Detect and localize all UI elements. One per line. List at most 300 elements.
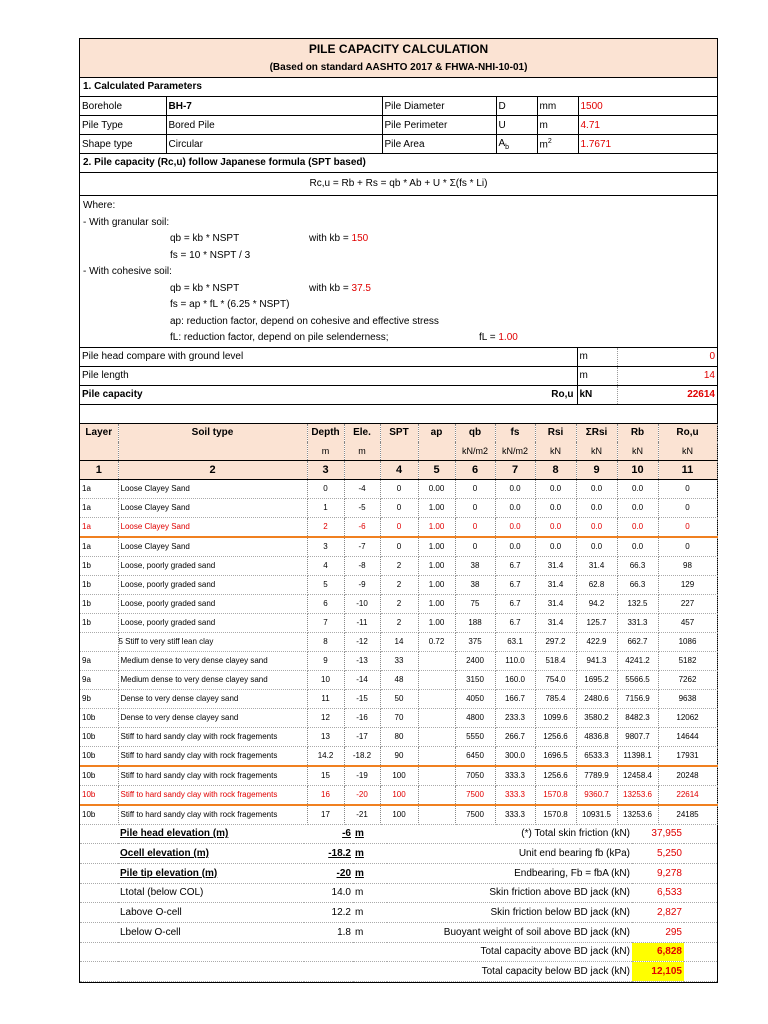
summary-left-label: Ltotal (below COL) <box>118 883 304 903</box>
cell-layer: 10b <box>80 746 118 766</box>
header-elevation: Ele. <box>344 424 380 442</box>
cell-rsi: 297.2 <box>535 632 576 651</box>
summary-row <box>80 962 717 982</box>
granular-fs-formula: fs = 10 * NSPT / 3 <box>170 249 251 261</box>
cell-layer: 1b <box>80 594 118 613</box>
unit-ap <box>418 442 455 461</box>
cell-fs: 0.0 <box>495 498 535 517</box>
cell-layer: 9a <box>80 670 118 689</box>
summary-spacer <box>80 844 118 864</box>
cell-ap <box>418 805 455 825</box>
table-row <box>80 537 717 557</box>
cell-rb: 11398.1 <box>617 746 658 766</box>
summary-left-value: -6 <box>304 825 353 844</box>
column-number-rsi: 8 <box>535 460 576 479</box>
cell-qb: 0 <box>455 537 495 557</box>
cell-qb: 3150 <box>455 670 495 689</box>
summary-spacer <box>80 962 118 982</box>
table-row <box>80 670 717 689</box>
cell-elevation: -21 <box>344 805 380 825</box>
summary-row <box>80 922 717 942</box>
cohesive-qb-formula: qb = kb * NSPT with kb = 37.5 <box>170 282 371 294</box>
summary-left-label: Pile head elevation (m) <box>118 825 304 844</box>
cell-depth: 2 <box>307 517 344 537</box>
cell-layer: 1a <box>80 537 118 557</box>
cell-ap: 1.00 <box>418 613 455 632</box>
cell-depth: 5 <box>307 575 344 594</box>
cell-rb: 132.5 <box>617 594 658 613</box>
cell-soil-type: Loose Clayey Sand <box>118 537 307 557</box>
summary-left-label: Ocell elevation (m) <box>118 844 304 864</box>
cell-spt: 70 <box>380 708 418 727</box>
cell-fs: 6.7 <box>495 575 535 594</box>
cell-rou: 7262 <box>658 670 717 689</box>
header-rb: Rb <box>617 424 658 442</box>
unit-soil-type <box>118 442 307 461</box>
cell-rsi: 31.4 <box>535 594 576 613</box>
cell-qb: 75 <box>455 594 495 613</box>
cell-rou: 0 <box>658 537 717 557</box>
summary-left-unit: m <box>353 903 387 923</box>
cell-qb: 0 <box>455 498 495 517</box>
cell-rb: 0.0 <box>617 479 658 498</box>
calculation-sheet <box>79 38 718 983</box>
cell-fs: 166.7 <box>495 689 535 708</box>
cell-rsi: 31.4 <box>535 613 576 632</box>
cell-rou: 1086 <box>658 632 717 651</box>
spacer-row <box>80 405 717 424</box>
cell-ap: 1.00 <box>418 575 455 594</box>
cell-rou: 0 <box>658 517 717 537</box>
header-spt: SPT <box>380 424 418 442</box>
cell-elevation: -15 <box>344 689 380 708</box>
cell-rb: 13253.6 <box>617 785 658 805</box>
cell-ap <box>418 766 455 786</box>
table-row <box>80 785 717 805</box>
sheet-title: PILE CAPACITY CALCULATION <box>80 39 717 59</box>
cell-rou: 9638 <box>658 689 717 708</box>
cell-rb: 5566.5 <box>617 670 658 689</box>
cell-elevation: -5 <box>344 498 380 517</box>
perimeter-symbol: U <box>496 116 537 135</box>
unit-sum-rsi: kN <box>576 442 617 461</box>
cell-ap <box>418 651 455 670</box>
cell-elevation: -8 <box>344 556 380 575</box>
cell-depth: 8 <box>307 632 344 651</box>
column-number-rb: 10 <box>617 460 658 479</box>
table-row <box>80 689 717 708</box>
summary-row <box>80 825 717 844</box>
cell-spt: 0 <box>380 498 418 517</box>
cell-sum-rsi: 94.2 <box>576 594 617 613</box>
unit-fs: kN/m2 <box>495 442 535 461</box>
cohesive-heading: - With cohesive soil: <box>83 266 172 277</box>
granular-qb-formula: qb = kb * NSPT with kb = 150 <box>170 233 369 244</box>
cell-rou: 17931 <box>658 746 717 766</box>
cell-depth: 10 <box>307 670 344 689</box>
summary-left-value: 1.8 <box>304 922 353 942</box>
cell-fs: 6.7 <box>495 594 535 613</box>
borehole-value: BH-7 <box>166 97 382 116</box>
summary-left-unit: m <box>353 863 387 883</box>
cell-sum-rsi: 10931.5 <box>576 805 617 825</box>
header-rsi: Rsi <box>535 424 576 442</box>
cell-rsi: 0.0 <box>535 537 576 557</box>
cell-rb: 0.0 <box>617 498 658 517</box>
cell-qb: 0 <box>455 479 495 498</box>
cell-fs: 6.7 <box>495 613 535 632</box>
summary-left-value: 14.0 <box>304 883 353 903</box>
header-rou: Ro,u <box>658 424 717 442</box>
table-row <box>80 727 717 746</box>
unit-depth: m <box>307 442 344 461</box>
fl-description: fL: reduction factor, depend on pile selenderness; fL = 1.00 <box>170 332 518 343</box>
cell-elevation: -9 <box>344 575 380 594</box>
cell-soil-type: Medium dense to very dense clayey sand <box>118 670 307 689</box>
cell-elevation: -14 <box>344 670 380 689</box>
summary-left-value: 12.2 <box>304 903 353 923</box>
pile-type-label: Pile Type <box>80 116 166 135</box>
cell-qb: 5550 <box>455 727 495 746</box>
cell-rsi: 31.4 <box>535 556 576 575</box>
borehole-label: Borehole <box>80 97 166 116</box>
cell-soil-type: Medium dense to very dense clayey sand <box>118 651 307 670</box>
sheet-subtitle: (Based on standard AASHTO 2017 & FHWA-NHI-10-01) <box>80 59 717 78</box>
cell-sum-rsi: 125.7 <box>576 613 617 632</box>
summary-row <box>80 844 717 864</box>
summary-left-unit <box>353 942 387 962</box>
cell-rb: 12458.4 <box>617 766 658 786</box>
area-symbol: $A_b$ <box>496 135 537 154</box>
summary-spacer <box>80 883 118 903</box>
summary-row <box>80 942 717 962</box>
cell-sum-rsi: 941.3 <box>576 651 617 670</box>
cell-soil-type: 5 Stiff to very stiff lean clay <box>118 632 307 651</box>
cell-fs: 0.0 <box>495 479 535 498</box>
cell-rsi: 518.4 <box>535 651 576 670</box>
pile-capacity-value: 22614 <box>617 385 717 404</box>
cell-rb: 66.3 <box>617 575 658 594</box>
cell-soil-type: Stiff to hard sandy clay with rock fragements <box>118 805 307 825</box>
cell-fs: 333.3 <box>495 805 535 825</box>
pile-head-value: 0 <box>617 348 717 367</box>
unit-rsi: kN <box>535 442 576 461</box>
pile-capacity-symbol: Ro,u <box>551 389 574 400</box>
cell-rsi: 754.0 <box>535 670 576 689</box>
cell-soil-type: Stiff to hard sandy clay with rock fragements <box>118 727 307 746</box>
cell-soil-type: Stiff to hard sandy clay with rock fragements <box>118 785 307 805</box>
summary-left-unit: m <box>353 825 387 844</box>
column-number-depth: 3 <box>307 460 344 479</box>
cell-layer: 1b <box>80 556 118 575</box>
results-summary <box>80 825 717 983</box>
cell-depth: 7 <box>307 613 344 632</box>
cell-ap <box>418 689 455 708</box>
summary-right-spacer <box>684 863 717 883</box>
cell-sum-rsi: 3580.2 <box>576 708 617 727</box>
cell-rsi: 1099.6 <box>535 708 576 727</box>
cell-depth: 15 <box>307 766 344 786</box>
summary-left-label: Lbelow O-cell <box>118 922 304 942</box>
summary-right-spacer <box>684 922 717 942</box>
section-1-title: 1. Calculated Parameters <box>80 78 717 97</box>
cell-sum-rsi: 1695.2 <box>576 670 617 689</box>
unit-spt <box>380 442 418 461</box>
cell-qb: 7500 <box>455 785 495 805</box>
cell-depth: 11 <box>307 689 344 708</box>
header-sum-rsi: ΣRsi <box>576 424 617 442</box>
header-soil-type: Soil type <box>118 424 307 442</box>
cell-ap: 0.72 <box>418 632 455 651</box>
cell-layer: 1a <box>80 498 118 517</box>
cell-spt: 80 <box>380 727 418 746</box>
cell-depth: 3 <box>307 537 344 557</box>
cell-sum-rsi: 4836.8 <box>576 727 617 746</box>
cell-fs: 333.3 <box>495 766 535 786</box>
table-row <box>80 479 717 498</box>
cell-fs: 63.1 <box>495 632 535 651</box>
summary-spacer <box>80 863 118 883</box>
summary-left-label <box>118 962 304 982</box>
cell-layer: 10b <box>80 766 118 786</box>
cell-layer <box>80 632 118 651</box>
cell-spt: 2 <box>380 613 418 632</box>
unit-elevation: m <box>344 442 380 461</box>
summary-right-spacer <box>684 962 717 982</box>
pile-length-value: 14 <box>617 366 717 385</box>
summary-right-value: 6,533 <box>632 883 684 903</box>
summary-left-value <box>304 942 353 962</box>
summary-left-value: -18.2 <box>304 844 353 864</box>
cell-rsi: 1696.5 <box>535 746 576 766</box>
header-qb: qb <box>455 424 495 442</box>
cell-qb: 4050 <box>455 689 495 708</box>
cell-ap: 0.00 <box>418 479 455 498</box>
cell-elevation: -4 <box>344 479 380 498</box>
pile-summary-table <box>80 348 717 405</box>
cell-layer: 10b <box>80 708 118 727</box>
capacity-formula: Rc,u = Rb + Rs = qb * Ab + U * Σ(fs * Li) <box>80 173 717 196</box>
perimeter-unit: m <box>537 116 578 135</box>
summary-spacer <box>80 942 118 962</box>
cell-qb: 0 <box>455 517 495 537</box>
table-row <box>80 498 717 517</box>
cell-fs: 233.3 <box>495 708 535 727</box>
cell-rb: 7156.9 <box>617 689 658 708</box>
cell-soil-type: Stiff to hard sandy clay with rock fragements <box>118 766 307 786</box>
cell-soil-type: Loose Clayey Sand <box>118 517 307 537</box>
summary-row <box>80 883 717 903</box>
summary-right-spacer <box>684 903 717 923</box>
area-unit: $m^2$ <box>537 135 578 154</box>
cell-layer: 10b <box>80 727 118 746</box>
column-number-rou: 11 <box>658 460 717 479</box>
cell-qb: 375 <box>455 632 495 651</box>
cell-depth: 13 <box>307 727 344 746</box>
cell-spt: 33 <box>380 651 418 670</box>
cell-rsi: 0.0 <box>535 517 576 537</box>
diameter-symbol: D <box>496 97 537 116</box>
cell-ap: 1.00 <box>418 594 455 613</box>
cell-depth: 16 <box>307 785 344 805</box>
cell-fs: 0.0 <box>495 537 535 557</box>
cell-spt: 2 <box>380 575 418 594</box>
cell-spt: 48 <box>380 670 418 689</box>
cell-soil-type: Dense to very dense clayey sand <box>118 708 307 727</box>
cell-layer: 1b <box>80 613 118 632</box>
column-number-sum-rsi: 9 <box>576 460 617 479</box>
cell-ap <box>418 727 455 746</box>
cell-elevation: -11 <box>344 613 380 632</box>
cell-fs: 6.7 <box>495 556 535 575</box>
column-number-soil-type: 2 <box>118 460 307 479</box>
cell-sum-rsi: 0.0 <box>576 479 617 498</box>
cell-depth: 12 <box>307 708 344 727</box>
pile-capacity-label: Pile capacity Ro,u <box>80 385 577 404</box>
unit-rou: kN <box>658 442 717 461</box>
cell-fs: 0.0 <box>495 517 535 537</box>
cell-sum-rsi: 422.9 <box>576 632 617 651</box>
header-layer: Layer <box>80 424 118 442</box>
cell-qb: 38 <box>455 556 495 575</box>
table-row <box>80 766 717 786</box>
cell-rou: 5182 <box>658 651 717 670</box>
cell-soil-type: Loose, poorly graded sand <box>118 613 307 632</box>
summary-right-label: Total capacity above BD jack (kN) <box>387 942 632 962</box>
summary-right-label: Skin friction below BD jack (kN) <box>387 903 632 923</box>
summary-right-value: 295 <box>632 922 684 942</box>
table-row <box>80 556 717 575</box>
cell-rb: 8482.3 <box>617 708 658 727</box>
summary-right-value: 12,105 <box>632 962 684 982</box>
cell-spt: 2 <box>380 556 418 575</box>
column-number-elevation <box>344 460 380 479</box>
summary-left-label: Pile tip elevation (m) <box>118 863 304 883</box>
summary-right-label: Endbearing, Fb = fbA (kN) <box>387 863 632 883</box>
cell-fs: 160.0 <box>495 670 535 689</box>
table-row <box>80 651 717 670</box>
cell-spt: 100 <box>380 785 418 805</box>
cell-spt: 100 <box>380 805 418 825</box>
cell-sum-rsi: 31.4 <box>576 556 617 575</box>
cell-sum-rsi: 6533.3 <box>576 746 617 766</box>
cell-layer: 1b <box>80 575 118 594</box>
cell-depth: 14.2 <box>307 746 344 766</box>
header-fs: fs <box>495 424 535 442</box>
granular-heading: - With granular soil: <box>83 216 170 228</box>
cell-rsi: 1570.8 <box>535 805 576 825</box>
cell-elevation: -13 <box>344 651 380 670</box>
cell-rb: 0.0 <box>617 537 658 557</box>
cell-rou: 457 <box>658 613 717 632</box>
cell-sum-rsi: 9360.7 <box>576 785 617 805</box>
table-row <box>80 594 717 613</box>
cell-qb: 6450 <box>455 746 495 766</box>
cell-depth: 4 <box>307 556 344 575</box>
cell-fs: 300.0 <box>495 746 535 766</box>
cell-depth: 9 <box>307 651 344 670</box>
section-2-title: 2. Pile capacity (Rc,u) follow Japanese formula (SPT based) <box>80 154 717 173</box>
cell-rsi: 31.4 <box>535 575 576 594</box>
summary-right-spacer <box>684 825 717 844</box>
summary-spacer <box>80 922 118 942</box>
table-row <box>80 746 717 766</box>
cell-soil-type: Loose, poorly graded sand <box>118 594 307 613</box>
perimeter-label: Pile Perimeter <box>382 116 496 135</box>
cell-rou: 0 <box>658 498 717 517</box>
summary-right-label: Buoyant weight of soil above BD jack (kN) <box>387 922 632 942</box>
header-ap: ap <box>418 424 455 442</box>
summary-right-spacer <box>684 942 717 962</box>
cell-elevation: -12 <box>344 632 380 651</box>
cell-soil-type: Dense to very dense clayey sand <box>118 689 307 708</box>
table-row <box>80 632 717 651</box>
cell-rb: 13253.6 <box>617 805 658 825</box>
cell-rsi: 0.0 <box>535 479 576 498</box>
unit-layer <box>80 442 118 461</box>
cell-rou: 0 <box>658 479 717 498</box>
cell-rb: 0.0 <box>617 517 658 537</box>
header-row <box>80 424 717 442</box>
cell-qb: 2400 <box>455 651 495 670</box>
column-number-layer: 1 <box>80 460 118 479</box>
cell-ap: 1.00 <box>418 517 455 537</box>
cell-spt: 0 <box>380 537 418 557</box>
summary-right-spacer <box>684 844 717 864</box>
cell-layer: 10b <box>80 805 118 825</box>
cell-spt: 50 <box>380 689 418 708</box>
cell-rou: 24185 <box>658 805 717 825</box>
perimeter-value: 4.71 <box>578 116 717 135</box>
cell-elevation: -6 <box>344 517 380 537</box>
diameter-value: 1500 <box>578 97 717 116</box>
cell-rb: 9807.7 <box>617 727 658 746</box>
shape-value: Circular <box>166 135 382 154</box>
cell-layer: 1a <box>80 479 118 498</box>
soil-layer-table <box>80 424 718 825</box>
column-number-ap: 5 <box>418 460 455 479</box>
cell-qb: 7050 <box>455 766 495 786</box>
pile-length-label: Pile length <box>80 366 577 385</box>
summary-right-label: Unit end bearing fb (kPa) <box>387 844 632 864</box>
summary-left-unit: m <box>353 883 387 903</box>
cell-rsi: 1256.6 <box>535 766 576 786</box>
diameter-label: Pile Diameter <box>382 97 496 116</box>
cell-rsi: 785.4 <box>535 689 576 708</box>
summary-right-value: 9,278 <box>632 863 684 883</box>
summary-left-unit <box>353 962 387 982</box>
table-row <box>80 613 717 632</box>
cell-soil-type: Loose Clayey Sand <box>118 498 307 517</box>
where-label: Where: <box>83 200 116 211</box>
cell-layer: 9a <box>80 651 118 670</box>
cell-layer: 10b <box>80 785 118 805</box>
where-block <box>80 196 717 348</box>
header-depth: Depth <box>307 424 344 442</box>
summary-left-label: Labove O-cell <box>118 903 304 923</box>
summary-left-value <box>304 962 353 982</box>
cell-soil-type: Loose, poorly graded sand <box>118 556 307 575</box>
cell-sum-rsi: 0.0 <box>576 498 617 517</box>
cohesive-fs-formula: fs = ap * fL * (6.25 * NSPT) <box>170 299 290 310</box>
cell-rb: 66.3 <box>617 556 658 575</box>
summary-row <box>80 903 717 923</box>
summary-row <box>80 863 717 883</box>
cell-soil-type: Loose, poorly graded sand <box>118 575 307 594</box>
table-row <box>80 708 717 727</box>
cell-ap <box>418 670 455 689</box>
table-row <box>80 805 717 825</box>
